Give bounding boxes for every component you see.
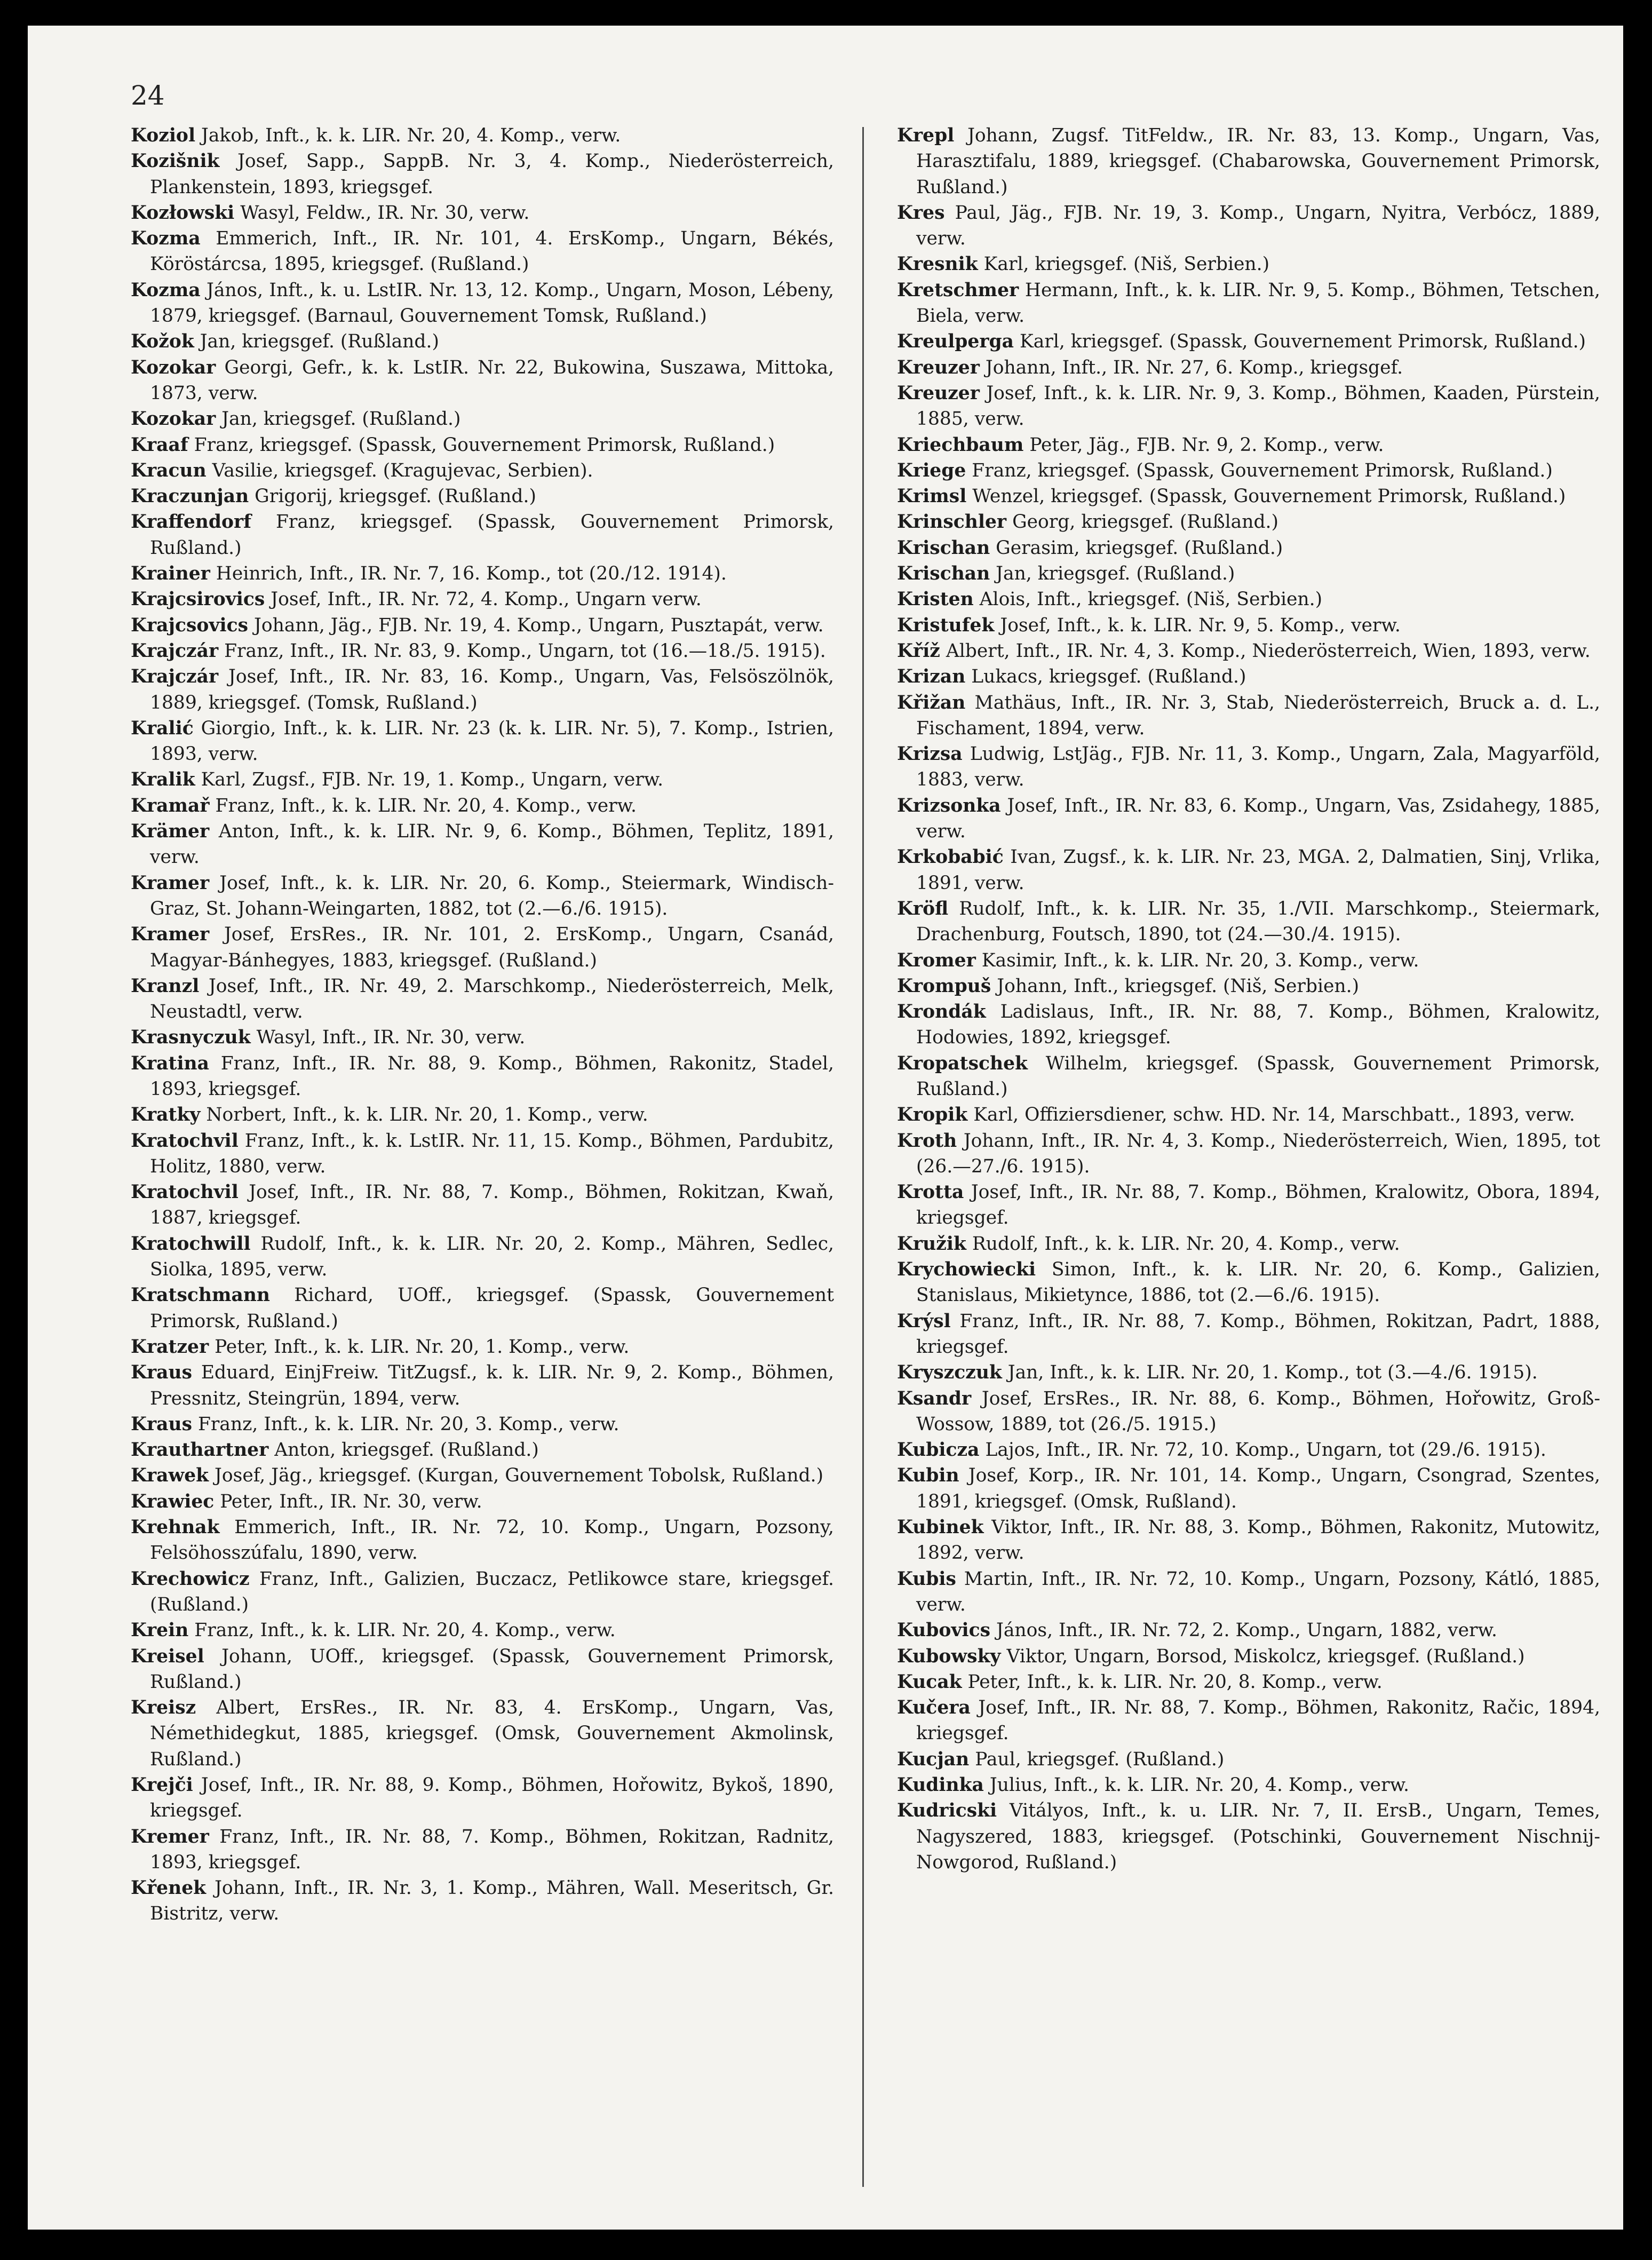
- entry-surname: Křenek: [131, 1877, 206, 1899]
- list-entry: [131, 406, 834, 432]
- list-entry: [131, 973, 834, 1025]
- entry-details: Norbert, Inft., k. k. LIR. Nr. 20, 1. Komp., verw.: [200, 1104, 648, 1126]
- entry-surname: Kriege: [897, 459, 966, 481]
- list-entry: [897, 793, 1600, 845]
- list-entry: [131, 1695, 834, 1772]
- entry-surname: Kubicza: [897, 1439, 980, 1461]
- list-entry: [131, 1875, 834, 1927]
- list-entry: [897, 690, 1600, 742]
- entry-details: Franz, Inft., Galizien, Buczacz, Petlikowce stare, kriegsgef. (Rußland.): [150, 1568, 834, 1615]
- entry-surname: Kröfl: [897, 898, 949, 919]
- entry-details: Rudolf, Inft., k. k. LIR. Nr. 35, 1./VII. Marschkomp., Steiermark, Drachenburg, Foutsch, 1890, tot (24.—30./4. 1915).: [916, 898, 1600, 946]
- entry-surname: Kudricski: [897, 1800, 997, 1822]
- entry-surname: Kramař: [131, 795, 210, 816]
- entry-surname: Krajczár: [131, 666, 219, 688]
- entry-details: Georgi, Gefr., k. k. LstIR. Nr. 22, Bukowina, Suszawa, Mittoka, 1873, verw.: [150, 356, 834, 404]
- list-entry: [897, 1051, 1600, 1103]
- entry-surname: Kříž: [897, 640, 940, 662]
- entry-details: Peter, Jäg., FJB. Nr. 9, 2. Komp., verw.: [1023, 434, 1384, 456]
- list-entry: [897, 1695, 1600, 1747]
- entry-surname: Kraus: [131, 1413, 193, 1435]
- list-entry: [897, 483, 1600, 509]
- entry-surname: Kubinek: [897, 1517, 984, 1539]
- entry-surname: Kresnik: [897, 253, 978, 275]
- list-entry: [897, 664, 1600, 689]
- entry-surname: Kreulperga: [897, 331, 1014, 353]
- list-entry: [897, 1617, 1600, 1643]
- entry-surname: Kretschmer: [897, 279, 1019, 301]
- entry-surname: Krimsl: [897, 486, 967, 507]
- entry-details: Vitályos, Inft., k. u. LIR. Nr. 7, II. ErsB., Ungarn, Temes, Nagyszered, 1883, kriegsgef. (Potschinki, Gouvernement Nischnij-Nowgorod, Rußland.): [916, 1800, 1600, 1873]
- entry-details: Jan, kriegsgef. (Rußland.): [194, 331, 439, 353]
- entry-surname: Krein: [131, 1620, 189, 1642]
- entry-surname: Kraczunjan: [131, 486, 249, 507]
- entry-details: Johann, Inft., IR. Nr. 3, 1. Komp., Mähren, Wall. Meseritsch, Gr. Bistritz, verw.: [150, 1877, 834, 1925]
- list-entry: [131, 1566, 834, 1618]
- entry-surname: Krawek: [131, 1465, 209, 1487]
- entry-surname: Kučera: [897, 1697, 971, 1719]
- entry-details: Wasyl, Feldw., IR. Nr. 30, verw.: [234, 202, 530, 224]
- entry-surname: Krechowicz: [131, 1568, 250, 1590]
- list-entry: [131, 1463, 834, 1488]
- entry-surname: Kozma: [131, 228, 201, 250]
- entry-surname: Kres: [897, 202, 945, 224]
- entry-surname: Krejči: [131, 1774, 193, 1796]
- entry-details: Albert, Inft., IR. Nr. 4, 3. Komp., Niederösterreich, Wien, 1893, verw.: [940, 640, 1591, 662]
- list-entry: [897, 1309, 1600, 1360]
- list-entry: [131, 1334, 834, 1360]
- entry-details: Viktor, Inft., IR. Nr. 88, 3. Komp., Böhmen, Rakonitz, Mutowitz, 1892, verw.: [916, 1517, 1600, 1564]
- entry-details: Emmerich, Inft., IR. Nr. 72, 10. Komp., Ungarn, Pozsony, Felsöhosszúfalu, 1890, verw.: [150, 1517, 834, 1564]
- list-entry: [897, 1644, 1600, 1669]
- list-entry: [131, 355, 834, 407]
- entry-details: Giorgio, Inft., k. k. LIR. Nr. 23 (k. k. LIR. Nr. 5), 7. Komp., Istrien, 1893, verw.: [150, 717, 834, 765]
- entry-details: Ludwig, LstJäg., FJB. Nr. 11, 3. Komp., Ungarn, Zala, Magyarföld, 1883, verw.: [916, 743, 1600, 791]
- list-entry: [131, 226, 834, 277]
- list-entry: [131, 458, 834, 483]
- list-entry: [897, 1437, 1600, 1463]
- entry-details: Franz, Inft., k. k. LIR. Nr. 20, 4. Komp., verw.: [209, 795, 637, 816]
- entry-details: Johann, Inft., IR. Nr. 27, 6. Komp., kriegsgef.: [979, 356, 1403, 378]
- entry-surname: Kracun: [131, 459, 206, 481]
- entry-surname: Kralik: [131, 769, 195, 791]
- entry-surname: Kroth: [897, 1130, 957, 1152]
- list-entry: [897, 741, 1600, 793]
- entry-details: Franz, kriegsgef. (Spassk, Gouvernement Primorsk, Rußland.): [150, 511, 834, 559]
- list-entry: [897, 509, 1600, 535]
- list-entry: [897, 1747, 1600, 1772]
- entry-details: Franz, Inft., k. k. LstIR. Nr. 11, 15. Komp., Böhmen, Pardubitz, Holitz, 1880, verw.: [150, 1130, 834, 1177]
- list-entry: [897, 535, 1600, 561]
- entry-details: Wenzel, kriegsgef. (Spassk, Gouvernement Primorsk, Rußland.): [966, 486, 1566, 507]
- entry-details: Josef, Inft., IR. Nr. 83, 16. Komp., Ungarn, Vas, Felsöszölnök, 1889, kriegsgef. (Tomsk, Rußland.): [150, 666, 834, 713]
- list-entry: [897, 999, 1600, 1051]
- entry-surname: Krischan: [897, 537, 990, 559]
- entry-surname: Kramer: [131, 924, 210, 946]
- entry-surname: Kryszczuk: [897, 1362, 1002, 1384]
- entry-surname: Kucak: [897, 1671, 962, 1693]
- list-entry: [897, 123, 1600, 200]
- entry-details: Franz, Inft., k. k. LIR. Nr. 20, 4. Komp., verw.: [188, 1620, 616, 1642]
- list-entry: [897, 896, 1600, 948]
- list-entry: [897, 1798, 1600, 1875]
- list-entry: [131, 1772, 834, 1824]
- entry-surname: Krischan: [897, 563, 990, 585]
- entry-surname: Kreisz: [131, 1697, 196, 1719]
- list-entry: [131, 1102, 834, 1128]
- entry-details: Jakob, Inft., k. k. LIR. Nr. 20, 4. Komp., verw.: [195, 125, 621, 146]
- entry-details: Vasilie, kriegsgef. (Kragujevac, Serbien).: [206, 459, 593, 481]
- entry-details: Josef, Inft., IR. Nr. 49, 2. Marschkomp., Niederösterreich, Melk, Neustadtl, verw.: [150, 975, 834, 1023]
- right-column: [897, 123, 1600, 1875]
- list-entry: [897, 1102, 1600, 1128]
- list-entry: [131, 1617, 834, 1643]
- list-entry: [131, 123, 834, 148]
- entry-surname: Kozokar: [131, 356, 216, 378]
- entry-details: Franz, kriegsgef. (Spassk, Gouvernement Primorsk, Rußland.): [188, 434, 775, 456]
- list-entry: [131, 819, 834, 870]
- entry-surname: Kucjan: [897, 1748, 970, 1770]
- entry-surname: Krizan: [897, 666, 966, 688]
- entry-surname: Kraffendorf: [131, 511, 252, 533]
- entry-surname: Kralić: [131, 717, 194, 739]
- list-entry: [897, 380, 1600, 432]
- list-entry: [131, 716, 834, 767]
- entry-surname: Kranzl: [131, 975, 200, 997]
- list-entry: [131, 638, 834, 664]
- list-entry: [131, 1025, 834, 1050]
- list-entry: [131, 148, 834, 200]
- entry-details: Franz, Inft., k. k. LIR. Nr. 20, 3. Komp., verw.: [192, 1413, 620, 1435]
- list-entry: [897, 1257, 1600, 1309]
- entry-details: Franz, Inft., IR. Nr. 88, 7. Komp., Böhmen, Rokitzan, Radnitz, 1893, kriegsgef.: [150, 1826, 834, 1873]
- entry-details: Alois, Inft., kriegsgef. (Niš, Serbien.): [973, 589, 1323, 610]
- entry-details: Rudolf, Inft., k. k. LIR. Nr. 20, 4. Komp., verw.: [966, 1233, 1400, 1255]
- entry-details: Lukacs, kriegsgef. (Rußland.): [965, 666, 1246, 688]
- entry-surname: Kratky: [131, 1104, 201, 1126]
- entry-surname: Kozokar: [131, 408, 216, 430]
- entry-surname: Kristen: [897, 589, 974, 610]
- list-entry: [897, 1566, 1600, 1618]
- list-entry: [897, 1179, 1600, 1231]
- entry-details: Wasyl, Inft., IR. Nr. 30, verw.: [250, 1027, 526, 1049]
- entry-surname: Kropatschek: [897, 1052, 1028, 1074]
- entry-details: Eduard, EinjFreiw. TitZugsf., k. k. LIR. Nr. 9, 2. Komp., Böhmen, Pressnitz, Steingrün, 1894, verw.: [150, 1362, 834, 1409]
- entry-surname: Krepl: [897, 125, 955, 146]
- list-entry: [131, 767, 834, 792]
- list-entry: [897, 973, 1600, 999]
- entry-details: Franz, kriegsgef. (Spassk, Gouvernement Primorsk, Rußland.): [966, 459, 1553, 481]
- list-entry: [897, 329, 1600, 354]
- list-entry: [131, 277, 834, 329]
- entry-surname: Krajcsirovics: [131, 589, 265, 610]
- entry-details: Franz, Inft., IR. Nr. 88, 9. Komp., Böhmen, Rakonitz, Stadel, 1893, kriegsgef.: [150, 1052, 834, 1100]
- entry-details: Karl, Zugsf., FJB. Nr. 19, 1. Komp., Ungarn, verw.: [195, 769, 664, 791]
- entry-surname: Kratochvil: [131, 1181, 239, 1203]
- list-entry: [131, 483, 834, 509]
- list-entry: [897, 561, 1600, 586]
- entry-details: Josef, Inft., k. k. LIR. Nr. 9, 3. Komp., Böhmen, Kaaden, Pürstein, 1885, verw.: [916, 382, 1600, 430]
- entry-surname: Krajcsovics: [131, 614, 249, 636]
- entry-details: Josef, Jäg., kriegsgef. (Kurgan, Gouvernement Tobolsk, Rußland.): [209, 1465, 824, 1487]
- list-entry: [131, 200, 834, 226]
- list-entry: [131, 870, 834, 922]
- list-entry: [131, 1231, 834, 1283]
- entry-surname: Krämer: [131, 821, 210, 843]
- list-entry: [897, 586, 1600, 612]
- list-entry: [131, 329, 834, 354]
- entry-details: Lajos, Inft., IR. Nr. 72, 10. Komp., Ungarn, tot (29./6. 1915).: [979, 1439, 1546, 1461]
- entry-surname: Kožok: [131, 331, 194, 353]
- entry-surname: Kružik: [897, 1233, 966, 1255]
- entry-details: Peter, Inft., IR. Nr. 30, verw.: [214, 1490, 482, 1512]
- entry-surname: Kromer: [897, 949, 976, 971]
- entry-surname: Krompuš: [897, 975, 991, 997]
- entry-details: Kasimir, Inft., k. k. LIR. Nr. 20, 3. Komp., verw.: [975, 949, 1419, 971]
- list-entry: [131, 664, 834, 716]
- entry-details: Karl, kriegsgef. (Spassk, Gouvernement Primorsk, Rußland.): [1014, 331, 1586, 353]
- entry-details: Johann, Jäg., FJB. Nr. 19, 4. Komp., Ungarn, Pusztapát, verw.: [248, 614, 824, 636]
- entry-details: Anton, Inft., k. k. LIR. Nr. 9, 6. Komp., Böhmen, Teplitz, 1891, verw.: [150, 821, 834, 868]
- column-divider: [862, 127, 864, 2187]
- list-entry: [131, 1644, 834, 1695]
- entry-details: Jan, kriegsgef. (Rußland.): [216, 408, 461, 430]
- entry-surname: Kreuzer: [897, 356, 980, 378]
- left-column: [131, 123, 834, 1927]
- entry-details: Jan, Inft., k. k. LIR. Nr. 20, 1. Komp., tot (3.—4./6. 1915).: [1002, 1362, 1538, 1384]
- entry-surname: Kramer: [131, 872, 210, 894]
- list-entry: [897, 458, 1600, 483]
- entry-details: Josef, Inft., IR. Nr. 88, 9. Komp., Böhmen, Hořowitz, Bykoš, 1890, kriegsgef.: [150, 1774, 834, 1822]
- list-entry: [897, 1231, 1600, 1257]
- entry-details: János, Inft., k. u. LstIR. Nr. 13, 12. Komp., Ungarn, Moson, Lébeny, 1879, kriegsgef. (Barnaul, Gouvernement Tomsk, Rußland.): [150, 279, 834, 327]
- entry-surname: Kubis: [897, 1568, 956, 1590]
- entry-surname: Kubin: [897, 1465, 959, 1487]
- entry-details: Josef, Inft., k. k. LIR. Nr. 9, 5. Komp., verw.: [994, 614, 1401, 636]
- entry-surname: Křižan: [897, 692, 966, 713]
- entry-details: Josef, Inft., IR. Nr. 88, 7. Komp., Böhmen, Rokitzan, Kwaň, 1887, kriegsgef.: [150, 1181, 834, 1229]
- entry-surname: Kubowsky: [897, 1645, 1001, 1667]
- list-entry: [131, 1514, 834, 1566]
- entry-surname: Kudinka: [897, 1774, 984, 1796]
- entry-details: Richard, UOff., kriegsgef. (Spassk, Gouvernement Primorsk, Rußland.): [150, 1284, 834, 1332]
- entry-details: Grigorij, kriegsgef. (Rußland.): [249, 486, 536, 507]
- list-entry: [897, 1463, 1600, 1514]
- list-entry: [897, 200, 1600, 252]
- list-entry: [131, 613, 834, 638]
- entry-details: Peter, Inft., k. k. LIR. Nr. 20, 8. Komp., verw.: [962, 1671, 1383, 1693]
- entry-details: Johann, Inft., IR. Nr. 4, 3. Komp., Niederösterreich, Wien, 1895, tot (26.—27./6. 1915).: [916, 1130, 1600, 1177]
- entry-surname: Kratochvil: [131, 1130, 239, 1152]
- entry-surname: Kratina: [131, 1052, 209, 1074]
- entry-surname: Kropik: [897, 1104, 968, 1126]
- entry-surname: Krauthartner: [131, 1439, 269, 1461]
- list-entry: [897, 613, 1600, 638]
- list-entry: [131, 509, 834, 561]
- entry-surname: Kriechbaum: [897, 434, 1024, 456]
- entry-surname: Krychowiecki: [897, 1259, 1036, 1281]
- entry-details: Josef, Inft., k. k. LIR. Nr. 20, 6. Komp., Steiermark, Windisch-Graz, St. Johann-Weingarten, 1882, tot (2.—6./6. 1915).: [150, 872, 834, 919]
- entry-surname: Krehnak: [131, 1517, 220, 1539]
- entry-details: Franz, Inft., IR. Nr. 88, 7. Komp., Böhmen, Rokitzan, Padrt, 1888, kriegsgef.: [916, 1310, 1600, 1358]
- entry-details: Hermann, Inft., k. k. LIR. Nr. 9, 5. Komp., Böhmen, Tetschen, Biela, verw.: [916, 279, 1600, 327]
- entry-details: Peter, Inft., k. k. LIR. Nr. 20, 1. Komp., verw.: [209, 1336, 630, 1358]
- entry-details: Julius, Inft., k. k. LIR. Nr. 20, 4. Komp., verw.: [983, 1774, 1409, 1796]
- page-number: 24: [131, 80, 165, 111]
- entry-details: Karl, Offiziersdiener, schw. HD. Nr. 14, Marschbatt., 1893, verw.: [967, 1104, 1575, 1126]
- entry-details: Paul, Jäg., FJB. Nr. 19, 3. Komp., Ungarn, Nyitra, Verbócz, 1889, verw.: [916, 202, 1600, 250]
- entry-details: Simon, Inft., k. k. LIR. Nr. 20, 6. Komp., Galizien, Stanislaus, Mikietynce, 1886, tot (2.—6./6. 1915).: [916, 1259, 1600, 1306]
- entry-details: Wilhelm, kriegsgef. (Spassk, Gouvernement Primorsk, Rußland.): [916, 1052, 1600, 1100]
- entry-details: Josef, Inft., IR. Nr. 83, 6. Komp., Ungarn, Vas, Zsidahegy, 1885, verw.: [916, 795, 1600, 843]
- entry-surname: Krizsa: [897, 743, 963, 765]
- entry-details: Josef, Inft., IR. Nr. 88, 7. Komp., Böhmen, Rakonitz, Račic, 1894, kriegsgef.: [916, 1697, 1600, 1744]
- entry-surname: Krinschler: [897, 511, 1007, 533]
- list-entry: [131, 793, 834, 819]
- list-entry: [897, 432, 1600, 458]
- entry-surname: Krýsl: [897, 1310, 951, 1332]
- entry-details: Heinrich, Inft., IR. Nr. 7, 16. Komp., tot (20./12. 1914).: [210, 563, 727, 585]
- list-entry: [131, 1360, 834, 1411]
- entry-details: Paul, kriegsgef. (Rußland.): [969, 1748, 1225, 1770]
- list-entry: [131, 1824, 834, 1876]
- entry-details: Gerasim, kriegsgef. (Rußland.): [990, 537, 1283, 559]
- list-entry: [897, 1669, 1600, 1695]
- entry-details: Viktor, Ungarn, Borsod, Miskolcz, kriegsgef. (Rußland.): [1000, 1645, 1525, 1667]
- list-entry: [897, 844, 1600, 896]
- list-entry: [897, 1772, 1600, 1798]
- list-entry: [131, 1411, 834, 1437]
- entry-details: Josef, ErsRes., IR. Nr. 88, 6. Komp., Böhmen, Hořowitz, Groß-Wossow, 1889, tot (26./5. 1915.): [916, 1387, 1600, 1435]
- entry-details: Mathäus, Inft., IR. Nr. 3, Stab, Niederösterreich, Bruck a. d. L., Fischament, 1894, verw.: [916, 692, 1600, 739]
- list-entry: [131, 432, 834, 458]
- entry-details: Martin, Inft., IR. Nr. 72, 10. Komp., Ungarn, Pozsony, Kátló, 1885, verw.: [916, 1568, 1600, 1615]
- list-entry: [897, 251, 1600, 277]
- list-entry: [131, 561, 834, 586]
- entry-surname: Krizsonka: [897, 795, 1001, 816]
- entry-details: Karl, kriegsgef. (Niš, Serbien.): [978, 253, 1270, 275]
- entry-surname: Kozłowski: [131, 202, 235, 224]
- list-entry: [131, 1489, 834, 1514]
- entry-surname: Kratzer: [131, 1336, 209, 1358]
- entry-surname: Kreisel: [131, 1645, 204, 1667]
- entry-surname: Krotta: [897, 1181, 964, 1203]
- entry-details: Johann, Inft., kriegsgef. (Niš, Serbien.): [991, 975, 1360, 997]
- list-entry: [897, 638, 1600, 664]
- list-entry: [897, 355, 1600, 380]
- entry-surname: Kozma: [131, 279, 201, 301]
- list-entry: [897, 1514, 1600, 1566]
- entry-surname: Krkobabić: [897, 846, 1004, 868]
- entry-surname: Kratochwill: [131, 1233, 251, 1255]
- entry-details: Josef, ErsRes., IR. Nr. 101, 2. ErsKomp., Ungarn, Csanád, Magyar-Bánhegyes, 1883, kriegsgef. (Rußland.): [150, 924, 834, 971]
- list-entry: [897, 277, 1600, 329]
- entry-surname: Krajczár: [131, 640, 219, 662]
- entry-surname: Kremer: [131, 1826, 209, 1847]
- list-entry: [131, 922, 834, 973]
- entry-details: Johann, UOff., kriegsgef. (Spassk, Gouvernement Primorsk, Rußland.): [150, 1645, 834, 1693]
- list-entry: [897, 1360, 1600, 1385]
- entry-details: Rudolf, Inft., k. k. LIR. Nr. 20, 2. Komp., Mähren, Sedlec, Siolka, 1895, verw.: [150, 1233, 834, 1281]
- entry-surname: Kratschmann: [131, 1284, 270, 1306]
- entry-details: Ladislaus, Inft., IR. Nr. 88, 7. Komp., Böhmen, Kralowitz, Hodowies, 1892, kriegsgef.: [916, 1001, 1600, 1049]
- list-entry: [131, 1128, 834, 1180]
- entry-surname: Kraus: [131, 1362, 193, 1384]
- list-entry: [131, 1282, 834, 1334]
- list-entry: [897, 1386, 1600, 1438]
- entry-details: Franz, Inft., IR. Nr. 83, 9. Komp., Ungarn, tot (16.—18./5. 1915).: [218, 640, 826, 662]
- list-entry: [131, 1051, 834, 1103]
- list-entry: [131, 1437, 834, 1463]
- entry-details: Georg, kriegsgef. (Rußland.): [1006, 511, 1278, 533]
- entry-details: Johann, Zugsf. TitFeldw., IR. Nr. 83, 13. Komp., Ungarn, Vas, Harasztifalu, 1889, kriegsgef. (Chabarowska, Gouvernement Primorsk, Rußland.): [916, 125, 1600, 198]
- entry-details: Josef, Inft., IR. Nr. 72, 4. Komp., Ungarn verw.: [265, 589, 702, 610]
- list-entry: [897, 1128, 1600, 1180]
- entry-surname: Kozišnik: [131, 150, 220, 172]
- list-entry: [131, 586, 834, 612]
- entry-surname: Krondák: [897, 1001, 986, 1023]
- entry-surname: Kraaf: [131, 434, 188, 456]
- entry-surname: Koziol: [131, 125, 196, 146]
- entry-surname: Kristufek: [897, 614, 995, 636]
- entry-surname: Krainer: [131, 563, 210, 585]
- list-entry: [897, 948, 1600, 973]
- entry-surname: Kreuzer: [897, 382, 980, 404]
- entry-details: Josef, Korp., IR. Nr. 101, 14. Komp., Ungarn, Csongrad, Szentes, 1891, kriegsgef. (Omsk, Rußland).: [916, 1465, 1600, 1512]
- entry-surname: Krasnyczuk: [131, 1027, 251, 1049]
- entry-surname: Kubovics: [897, 1620, 991, 1642]
- entry-details: Josef, Inft., IR. Nr. 88, 7. Komp., Böhmen, Kralowitz, Obora, 1894, kriegsgef.: [916, 1181, 1600, 1229]
- entry-details: Jan, kriegsgef. (Rußland.): [990, 563, 1235, 585]
- entry-details: Ivan, Zugsf., k. k. LIR. Nr. 23, MGA. 2, Dalmatien, Sinj, Vrlika, 1891, verw.: [916, 846, 1600, 894]
- entry-surname: Ksandr: [897, 1387, 972, 1409]
- entry-details: Albert, ErsRes., IR. Nr. 83, 4. ErsKomp., Ungarn, Vas, Némethidegkut, 1885, kriegsgef. (Omsk, Gouvernement Akmolinsk, Rußland.): [150, 1697, 834, 1770]
- entry-details: Emmerich, Inft., IR. Nr. 101, 4. ErsKomp., Ungarn, Békés, Köröstárcsa, 1895, kriegsgef. (Rußland.): [150, 228, 834, 275]
- entry-surname: Krawiec: [131, 1490, 215, 1512]
- entry-details: János, Inft., IR. Nr. 72, 2. Komp., Ungarn, 1882, verw.: [990, 1620, 1497, 1642]
- list-entry: [131, 1179, 834, 1231]
- entry-details: Anton, kriegsgef. (Rußland.): [268, 1439, 539, 1461]
- entry-details: Josef, Sapp., SappB. Nr. 3, 4. Komp., Niederösterreich, Plankenstein, 1893, kriegsgef.: [150, 150, 834, 198]
